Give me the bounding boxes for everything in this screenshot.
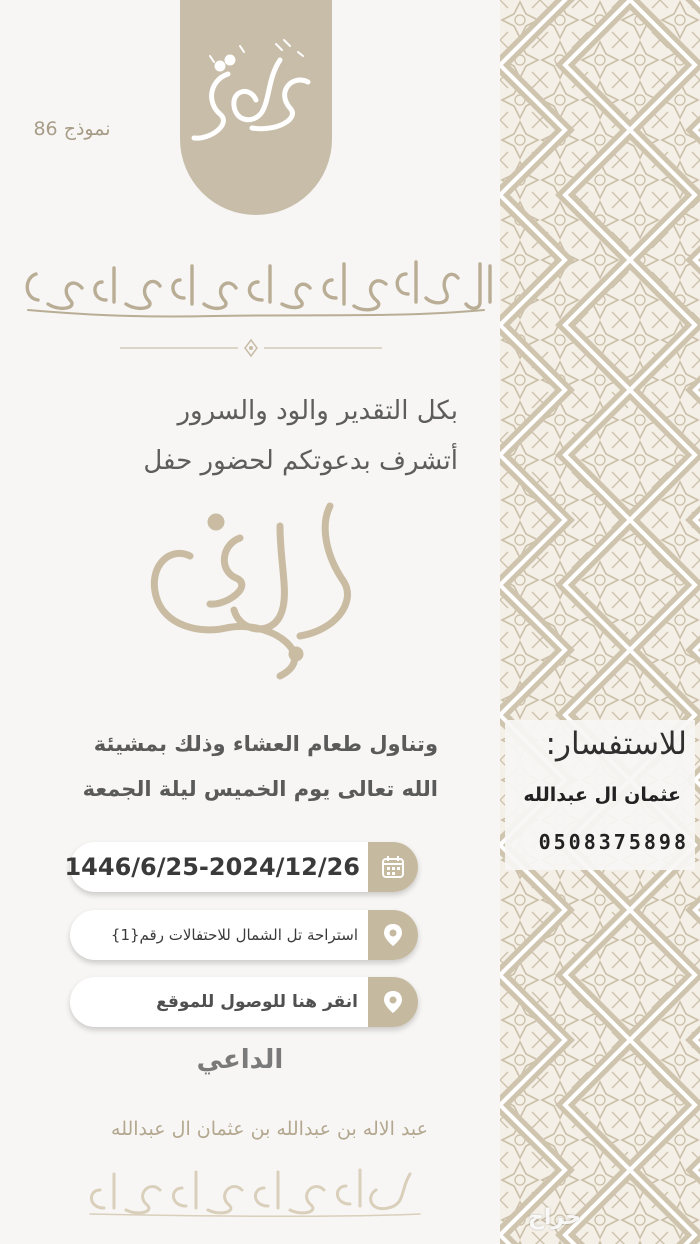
venue-name: استراحة تل الشمال للاحتفالات رقم{1} (110, 926, 358, 944)
closing-calligraphy (70, 1160, 430, 1220)
host-name: عبد الاله بن عبدالله بن عثمان ال عبدالله (111, 1118, 428, 1140)
event-details-text (40, 722, 438, 812)
occasion-text: زواجي (247, 683, 253, 685)
blessing-calligraphy (14, 244, 498, 324)
template-model-label: نموذج 86 (33, 118, 111, 140)
event-date: 1446/6/25-2024/12/26 (64, 853, 360, 881)
occasion-calligraphy (130, 486, 370, 686)
invitation-title-tab (180, 0, 332, 215)
site-watermark: حراج (528, 1205, 581, 1230)
calendar-icon (368, 842, 418, 892)
contact-box (505, 720, 695, 870)
ornamental-divider (120, 338, 382, 358)
location-pin-icon (368, 977, 418, 1027)
invitation-title-text: دعوة (253, 174, 259, 176)
map-link-label: انقر هنا للوصول للموقع (156, 992, 358, 1012)
date-pill (64, 842, 418, 892)
details-line-2: الله تعالى يوم الخميس ليلة الجمعة (82, 777, 438, 801)
blessing-text: اللهم بارك لهما وبارك عليهما واجمع بينهما في خير (235, 321, 277, 323)
venue-pill (70, 910, 418, 960)
contact-title: للاستفسار: (545, 726, 687, 762)
location-pin-icon (368, 910, 418, 960)
invitation-title-calligraphy (180, 0, 332, 215)
intro-text (40, 386, 458, 486)
intro-line-1: بكل التقدير والود والسرور (177, 396, 458, 426)
details-line-1: وتناول طعام العشاء وذلك بمشيئة (93, 732, 438, 756)
contact-name: عثمان ال عبدالله (523, 784, 681, 806)
geometric-pattern-panel (500, 0, 700, 1244)
contact-phone[interactable]: 0508375898 (538, 830, 689, 854)
closing-text: وبحضوركم يتم لنا الفرح والسرور (236, 1217, 264, 1219)
intro-line-2: أتشرف بدعوتكم لحضور حفل (143, 446, 458, 476)
map-link-button[interactable] (70, 977, 418, 1027)
host-title: الداعي (196, 1045, 284, 1075)
